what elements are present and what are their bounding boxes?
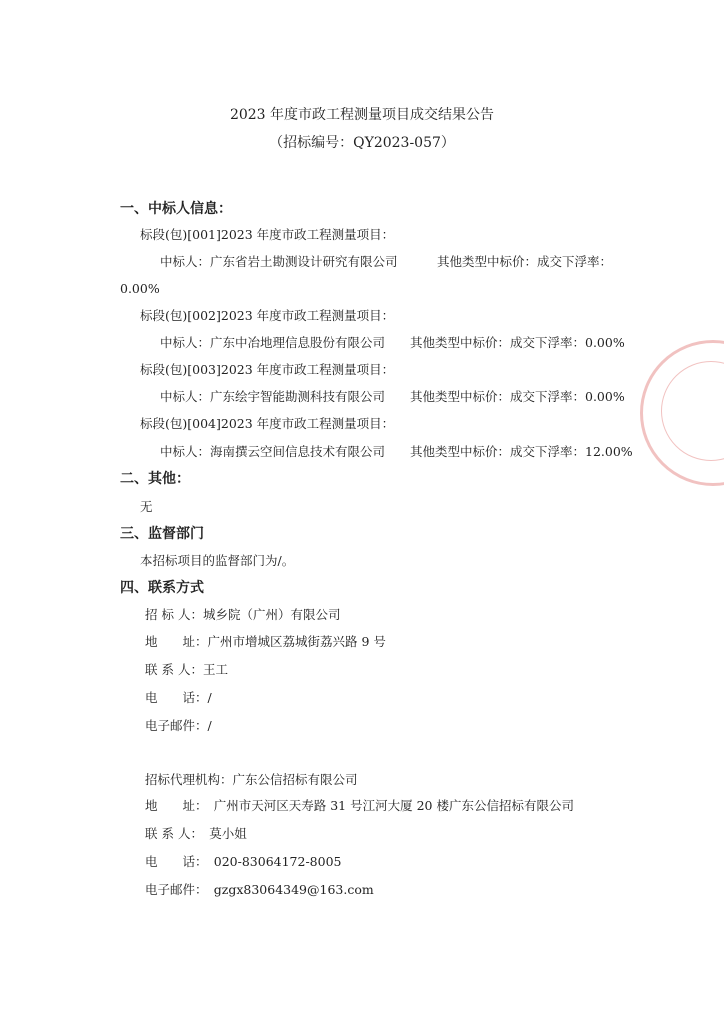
lot-2-price: 其他类型中标价：成交下浮率：0.00% [410, 335, 625, 350]
section-other: 二、其他： [120, 471, 190, 487]
contact-phone: 电 话：/ [145, 690, 212, 705]
lot-3-winner: 中标人：广东绘宇智能勘测科技有限公司 [160, 389, 386, 404]
red-seal-stamp [640, 340, 724, 486]
contact-email: 电子邮件：/ [145, 718, 212, 733]
lot-1-price: 其他类型中标价：成交下浮率： [437, 254, 613, 269]
doc-subtitle: （招标编号：QY2023-057） [269, 135, 455, 151]
agency-phone: 电 话： 020-83064172-8005 [145, 854, 342, 869]
lot-4-winner: 中标人：海南撰云空间信息技术有限公司 [160, 444, 386, 459]
lot-4-price: 其他类型中标价：成交下浮率：12.00% [410, 444, 633, 459]
lot-3-price: 其他类型中标价：成交下浮率：0.00% [410, 389, 625, 404]
doc-title: 2023 年度市政工程测量项目成交结果公告 [229, 107, 495, 123]
contact-address: 地 址：广州市增城区荔城街荔兴路 9 号 [145, 634, 386, 649]
lot-1-price-wrap: 0.00% [120, 281, 160, 296]
agency-address: 地 址： 广州市天河区天寿路 31 号江河大厦 20 楼广东公信招标有限公司 [145, 798, 574, 813]
section-winner-info: 一、中标人信息： [120, 201, 232, 217]
lot-3-header: 标段(包)[003]2023 年度市政工程测量项目： [140, 362, 395, 377]
agency-email: 电子邮件： gzgx83064349@163.com [145, 882, 374, 897]
lot-2-header: 标段(包)[002]2023 年度市政工程测量项目： [140, 308, 395, 323]
supervision-text: 本招标项目的监督部门为/。 [140, 553, 295, 568]
contact-person: 联 系 人：王工 [145, 662, 228, 677]
section-supervision: 三、监督部门 [120, 526, 204, 542]
section-contact: 四、联系方式 [120, 580, 204, 596]
seal-inner-ring [661, 361, 724, 461]
lot-1-winner: 中标人：广东省岩土勘测设计研究有限公司 [160, 254, 398, 269]
lot-2-winner: 中标人：广东中冶地理信息股份有限公司 [160, 335, 386, 350]
agency-person: 联 系 人： 莫小姐 [145, 826, 247, 841]
lot-1-header: 标段(包)[001]2023 年度市政工程测量项目： [140, 227, 395, 242]
other-text: 无 [140, 499, 153, 514]
lot-4-header: 标段(包)[004]2023 年度市政工程测量项目： [140, 416, 395, 431]
contact-tenderer: 招 标 人：城乡院（广州）有限公司 [145, 607, 341, 622]
agency-name: 招标代理机构：广东公信招标有限公司 [145, 772, 358, 787]
